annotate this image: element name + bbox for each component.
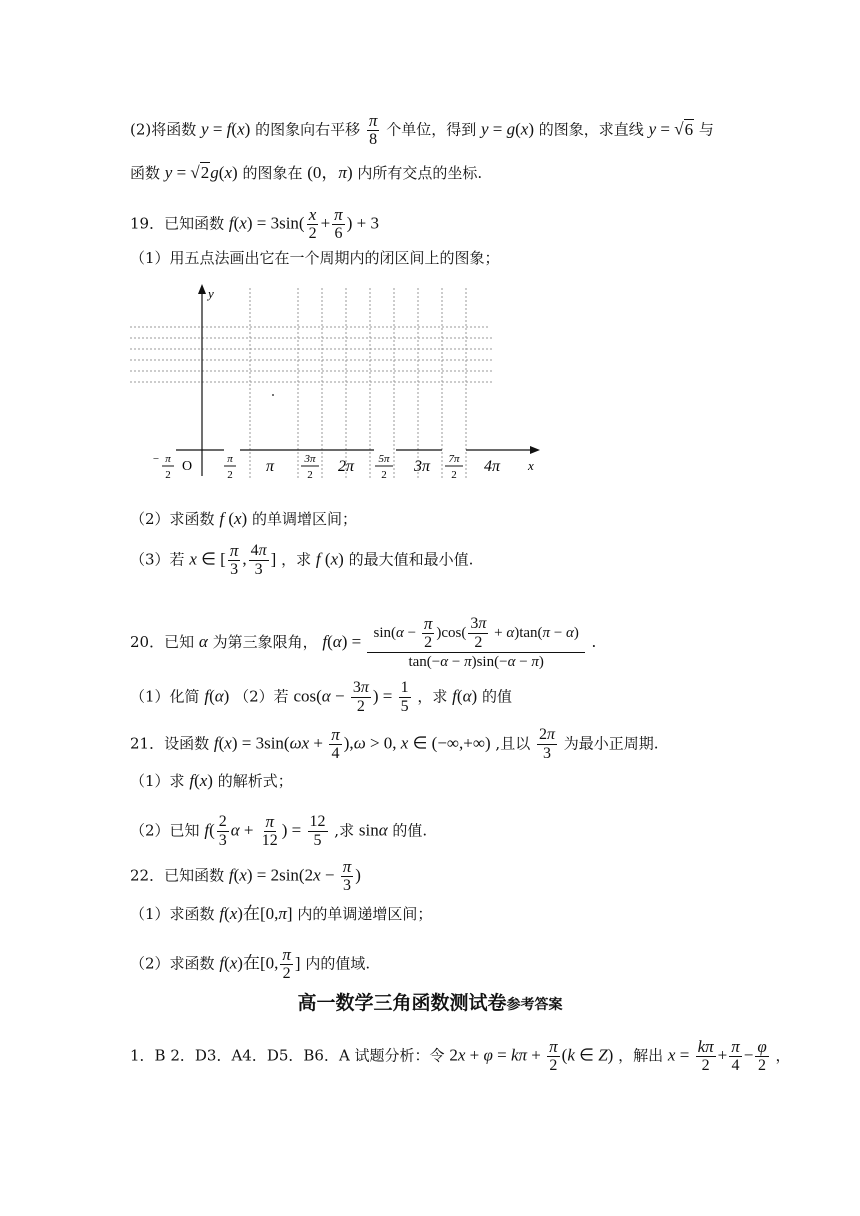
- svg-text:3π: 3π: [413, 458, 431, 475]
- big-fraction: sin(α − $\frac{\pi}{2}$ )cos( $\frac{3\pi}{2}$ + α)tan(π − α) tan(−α − π)sin(−α − π): [367, 615, 584, 671]
- svg-text:2: 2: [165, 469, 171, 481]
- svg-text:2: 2: [307, 469, 313, 481]
- fraction: $\frac{\pi}{8}$: [368, 111, 378, 148]
- x-axis-label: x: [528, 458, 534, 473]
- svg-text:2: 2: [227, 469, 233, 481]
- svg-text:−: −: [152, 453, 160, 465]
- svg-text:3π: 3π: [304, 453, 316, 465]
- q21-part2: （2）已知 f( $\frac{2}{3}$ α + $\frac{\pi}{12}$ ) = $\frac{12}{5}$ ,求 sinα 的值.: [130, 812, 428, 849]
- svg-text:5π: 5π: [378, 453, 390, 465]
- svg-text:2π: 2π: [337, 458, 355, 475]
- origin-label: O: [182, 459, 193, 474]
- q18-part2-line1: (2)将函数 y = f(x) 的图象向右平移 $\frac{\pi}{8}$ 个单位，得到 y = g(x) 的图象，求直线 y = √6 与: [130, 111, 714, 148]
- answers-line1: 1．B 2．D3．A4．D5．B6．A 试题分析：令 2x + φ = kπ + $\frac{\pi}{2}$ (k ∈ Z) ，解出 x = $\frac{k\pi}{2}$ + $\frac{\pi}{4}$ − $\frac{\varphi}{2}$ ，: [130, 1037, 791, 1074]
- svg-text:2: 2: [381, 469, 387, 481]
- q21-part1: （1）求 f(x) 的解析式；: [130, 771, 293, 790]
- q19-part1: （1）用五点法画出它在一个周期内的闭区间上的图象；: [130, 249, 500, 267]
- answers-title: 高一数学三角函数测试卷参考答案: [297, 992, 563, 1014]
- y-axis-label: y: [208, 286, 214, 301]
- svg-text:2: 2: [451, 469, 457, 481]
- svg-text:π: π: [165, 453, 171, 465]
- q22-part1: （1）求函数 f(x)在[0,π] 内的单调递增区间；: [130, 904, 433, 923]
- q20-statement: 20．已知 α 为第三象限角， f(α) = sin(α − $\frac{\pi}{2}$ )cos( $\frac{3\pi}{2}$ + α)tan(π − α) tan(−α − π)sin(−α − π) .: [130, 614, 596, 670]
- svg-text:π: π: [227, 453, 233, 465]
- q21-statement: 21．设函数 f(x) = 3sin(ωx + $\frac{\pi}{4}$ ),ω > 0, x ∈ (−∞,+∞) ,且以 $\frac{2\pi}{3}$ 为最小正周期.: [130, 725, 659, 762]
- q22-statement: 22．已知函数 f(x) = 2sin(2x − $\frac{\pi}{3}$ ): [130, 857, 361, 894]
- svg-text:4π: 4π: [483, 458, 501, 475]
- q19-part3: （3）若 x ∈ [ $\frac{\pi}{3}$ , $\frac{4\pi}{3}$ ] ，求 f (x) 的最大值和最小值.: [130, 541, 474, 578]
- svg-text:7π: 7π: [448, 453, 460, 465]
- five-point-graph: [120, 278, 560, 498]
- q19-part2: （2）求函数 f (x) 的单调增区间；: [130, 509, 357, 528]
- q20-parts: （1）化简 f(α) （2）若 cos(α − $\frac{3\pi}{2}$ ) = $\frac{1}{5}$ ，求 f(α) 的值: [130, 679, 512, 715]
- q22-part2: （2）求函数 f(x)在[0, $\frac{\pi}{2}$ ] 内的值域.: [130, 945, 371, 982]
- q18-part2-line2: 函数 y = √2g(x) 的图象在 (0，π) 内所有交点的坐标.: [130, 163, 483, 182]
- q19-statement: 19．已知函数 f(x) = 3sin( $\frac{x}{2}$ + $\frac{\pi}{6}$ ) + 3: [130, 205, 379, 242]
- svg-text:π: π: [265, 458, 275, 475]
